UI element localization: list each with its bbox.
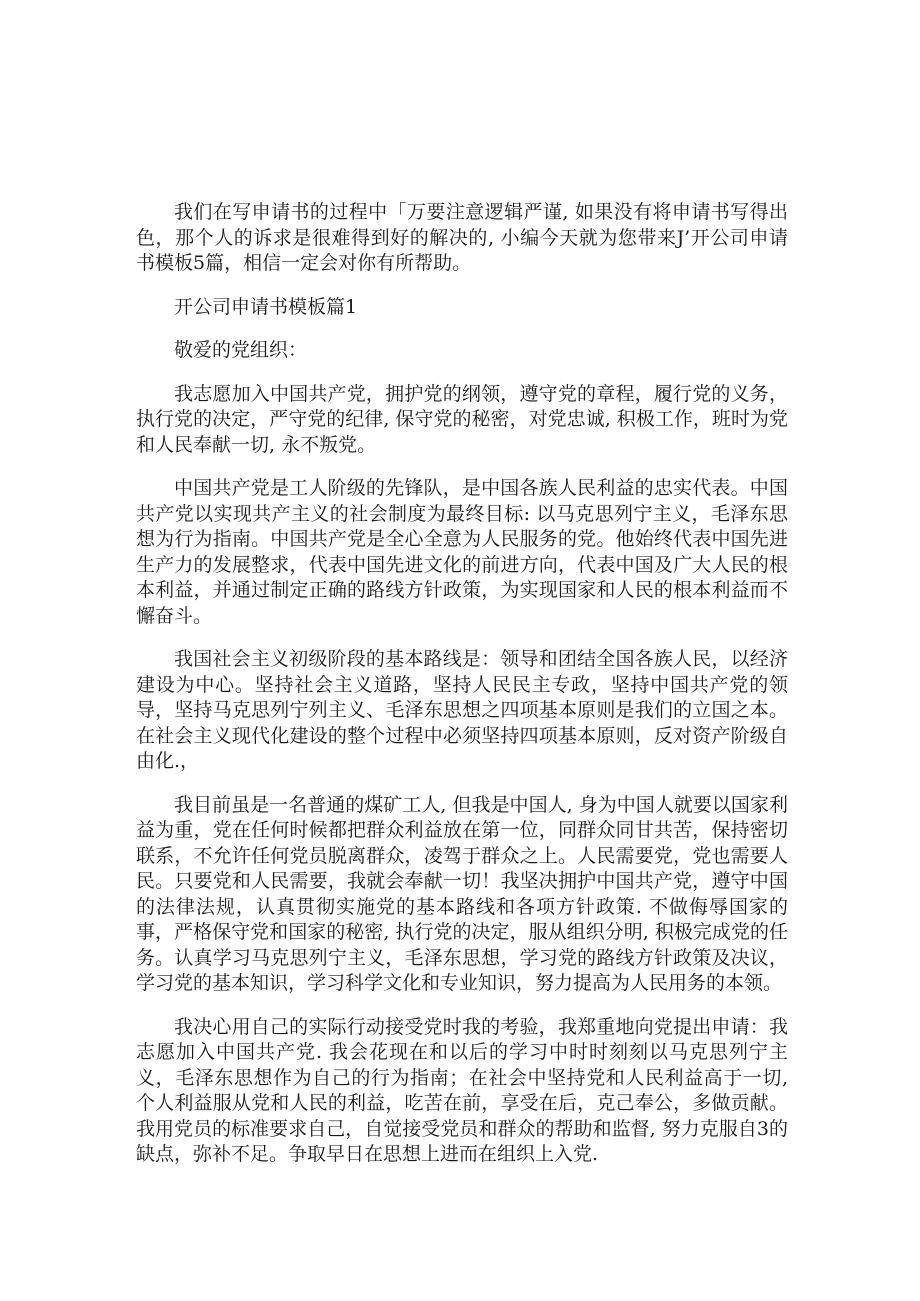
document-body <box>136 200 788 1186</box>
intro-paragraph: 我们在写申请书的过程中「万要注意逻辑严谨, 如果没有将申请书写得出色，那个人的诉求是很难得到好的解决的, 小编今天就为您带来J’开公司申请书模板5篇，相信一定会对你有所帮助。 <box>136 201 788 274</box>
body-paragraph: 我决心用自己的实际行动接受党时我的考验，我郑重地向党提出申请：我志愿加入中国共产党. 我会花现在和以后的学习中时时刻刻以马克思列宁主义，毛泽东思想作为自己的行为指南；在社会中坚持党和人民利益高于一切, 个人利益服从党和人民的利益，吃苦在前，享受在后，克己奉公，多做贡献。我用党员的标准要求自己，自觉接受党员和群众的帮助和监督, 努力克服自3的缺点，弥补不足。争取早日在思想上进而在组织上入党. <box>136 1015 788 1165</box>
body-paragraph: 我志愿加入中国共产党，拥护党的纲领，遵守党的章程，履行党的义务，执行党的决定，严守党的纪律, 保守党的秘密，对党忠诚, 积极工作，班时为党和人民奉献一切, 永不叛党。 <box>136 382 788 456</box>
body-paragraph: 我国社会主义初级阶段的基本路线是：领导和团结全国各族人民，以经济建设为中心。坚持社会主义道路，坚持人民民主专政，坚持中国共产党的领导，坚持马克思列宁列主义、毛泽东思想之四项基本原则是我们的立国之本。在社会主义现代化建设的整个过程中必须坚持四项基本原则，反对资产阶级自由化.， <box>136 648 788 772</box>
section-title: 开公司申请书模板篇1 <box>174 295 358 318</box>
body-paragraph: 我目前虽是一名普通的煤矿工人, 但我是中国人, 身为中国人就要以国家利益为重，党在任何时候都把群众利益放在第一位，同群众同甘共苦，保持密切联系，不允许任何党员脱离群众，凌驾于群众之上。人民需要党，党也需要人民。只要党和人民需要，我就会奉献一切！我坚决拥护中国共产党，遵守中国的法律法规，认真贯彻实施党的基本路线和各项方针政策. 不做侮辱国家的事，严格保守党和国家的秘密, 执行党的决定，服从组织分明, 积极完成党的任务。认真学习马克思列宁主义，毛泽东思想，学习党的路线方针政策及决议，学习党的基本知识，学习科学文化和专业知识，努力提高为人民用务的本领。 <box>136 793 788 994</box>
body-paragraph: 中国共产党是工人阶级的先锋队，是中国各族人民利益的忠实代表。中国共产党以实现共产主义的社会制度为最终目标: 以马克思列宁主义，毛泽东思想为行为指南。中国共产党是全心全意为人民服务的党。他始终代表中国先进生产力的发展整求，代表中国先进文化的前进方向，代表中国及广大人民的根本利益，并通过制定正确的路线方针政策，为实现国家和人民的根本利益而不懈奋斗。 <box>136 477 788 627</box>
salutation: 敬爱的党组织： <box>174 339 308 361</box>
